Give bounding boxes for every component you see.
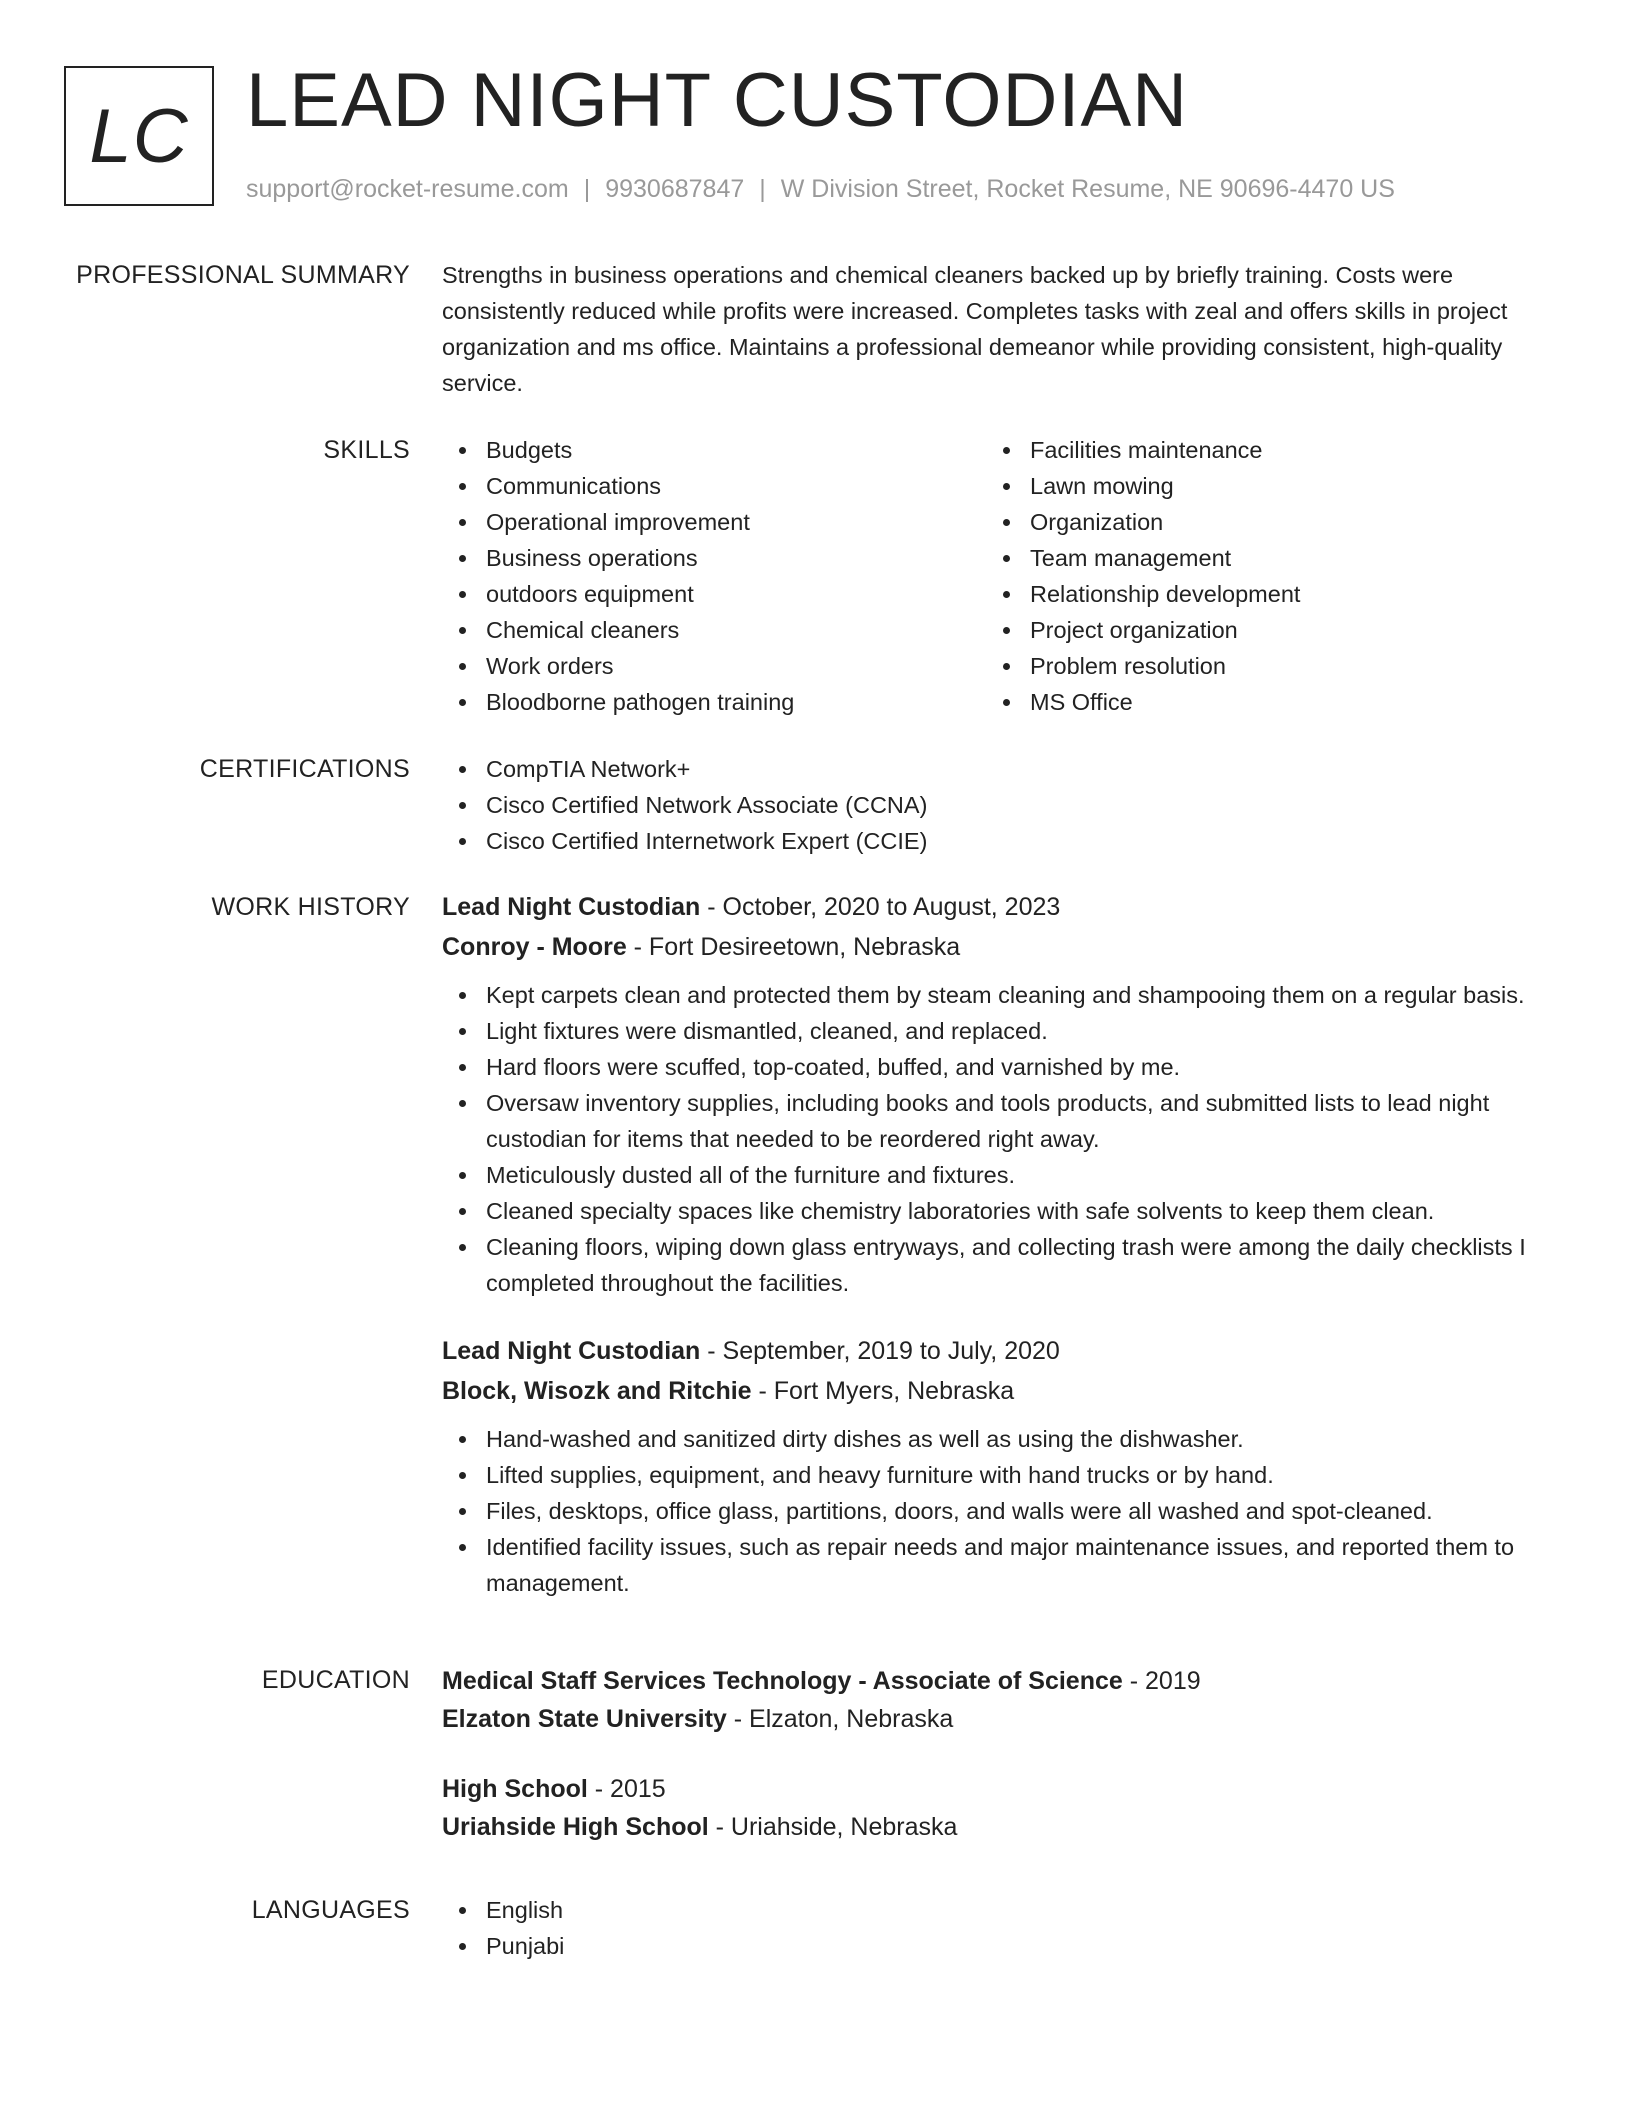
education-entry	[442, 1770, 1542, 1846]
contact-phone: 9930687847	[605, 175, 745, 203]
education-degree: High School	[442, 1775, 588, 1803]
contact-address: W Division Street, Rocket Resume, NE 90696-4470 US	[780, 175, 1395, 203]
job-duty-item: Cleaning floors, wiping down glass entryways, and collecting trash were among the daily checklists I completed throughout the facilities.	[442, 1229, 1542, 1301]
job-entry	[442, 1333, 1542, 1601]
section-label-work-history: WORK HISTORY	[211, 893, 410, 921]
skill-item: MS Office	[986, 684, 1530, 720]
section-label-summary: PROFESSIONAL SUMMARY	[76, 261, 410, 289]
job-duty-item: Oversaw inventory supplies, including books and tools products, and submitted lists to lead night custodian for items that needed to be reordered right away.	[442, 1085, 1542, 1157]
skill-item: Operational improvement	[442, 504, 986, 540]
skill-item: Business operations	[442, 540, 986, 576]
job-title: Lead Night Custodian	[442, 893, 701, 921]
contact-email: support@rocket-resume.com	[246, 175, 569, 203]
education-degree-line	[442, 1662, 1542, 1700]
job-duties-list	[442, 1421, 1542, 1601]
language-item: English	[442, 1892, 1542, 1928]
job-title-line	[442, 1333, 1542, 1369]
skill-item: Bloodborne pathogen training	[442, 684, 986, 720]
job-company-line	[442, 929, 1542, 965]
section-label-skills: SKILLS	[323, 436, 410, 464]
job-duties-list	[442, 977, 1542, 1301]
contact-separator: |	[759, 175, 766, 203]
certification-item: Cisco Certified Internetwork Expert (CCIE)	[442, 823, 1542, 859]
contact-separator: |	[583, 175, 591, 203]
education-school-line	[442, 1700, 1542, 1738]
skill-item: Project organization	[986, 612, 1530, 648]
education-school: Elzaton State University	[442, 1705, 727, 1733]
skill-item: Problem resolution	[986, 648, 1530, 684]
section-label-certifications: CERTIFICATIONS	[199, 755, 410, 783]
languages-list	[442, 1892, 1542, 1964]
summary-body	[442, 257, 1542, 401]
job-dates: - October, 2020 to August, 2023	[700, 893, 1061, 921]
skill-item: Team management	[986, 540, 1530, 576]
skills-body	[442, 432, 1542, 720]
section-label-languages: LANGUAGES	[251, 1896, 410, 1924]
job-dates: - September, 2019 to July, 2020	[700, 1337, 1060, 1365]
job-duty-item: Hard floors were scuffed, top-coated, buffed, and varnished by me.	[442, 1049, 1542, 1085]
monogram-badge	[64, 66, 214, 206]
job-duty-item: Files, desktops, office glass, partitions, doors, and walls were all washed and spot-cleaned.	[442, 1493, 1542, 1529]
summary-text: Strengths in business operations and chemical cleaners backed up by briefly training. Costs were consistently reduced while profits were increased. Completes tasks with zeal and offers skills in project organization and ms office. Maintains a professional demeanor while providing consistent, high-quality service.	[442, 262, 1508, 396]
monogram-initials: LC	[89, 93, 189, 179]
education-location: - Elzaton, Nebraska	[726, 1705, 954, 1733]
language-item: Punjabi	[442, 1928, 1542, 1964]
skills-list-right	[986, 432, 1530, 720]
job-title: Lead Night Custodian	[442, 1337, 701, 1365]
contact-line	[246, 174, 1395, 204]
education-body	[442, 1662, 1542, 1846]
job-location: - Fort Myers, Nebraska	[751, 1377, 1015, 1405]
skill-item: Chemical cleaners	[442, 612, 986, 648]
section-label-education: EDUCATION	[261, 1666, 410, 1694]
skill-item: Lawn mowing	[986, 468, 1530, 504]
education-entry	[442, 1662, 1542, 1738]
education-school: Uriahside High School	[442, 1813, 709, 1841]
skill-item: Work orders	[442, 648, 986, 684]
education-year: - 2019	[1122, 1667, 1201, 1695]
job-duty-item: Hand-washed and sanitized dirty dishes as well as using the dishwasher.	[442, 1421, 1542, 1457]
certifications-body	[442, 751, 1542, 859]
job-entry	[442, 889, 1542, 1301]
languages-body	[442, 1892, 1542, 1964]
education-year: - 2015	[587, 1775, 666, 1803]
skills-list-left	[442, 432, 986, 720]
job-company-line	[442, 1373, 1542, 1409]
work-history-body	[442, 889, 1542, 1601]
skill-item: Communications	[442, 468, 986, 504]
certifications-list	[442, 751, 1542, 859]
education-degree: Medical Staff Services Technology - Associate of Science	[442, 1667, 1123, 1695]
skill-item: Budgets	[442, 432, 986, 468]
job-company: Conroy - Moore	[442, 933, 627, 961]
job-duty-item: Kept carpets clean and protected them by steam cleaning and shampooing them on a regular basis.	[442, 977, 1542, 1013]
education-degree-line	[442, 1770, 1542, 1808]
skill-item: Facilities maintenance	[986, 432, 1530, 468]
job-duty-item: Light fixtures were dismantled, cleaned, and replaced.	[442, 1013, 1542, 1049]
skill-item: Organization	[986, 504, 1530, 540]
resume-name: LEAD NIGHT CUSTODIAN	[246, 58, 1189, 143]
job-company: Block, Wisozk and Ritchie	[442, 1377, 752, 1405]
job-duty-item: Cleaned specialty spaces like chemistry laboratories with safe solvents to keep them clean.	[442, 1193, 1542, 1229]
job-duty-item: Identified facility issues, such as repair needs and major maintenance issues, and reported them to management.	[442, 1529, 1542, 1601]
certification-item: CompTIA Network+	[442, 751, 1542, 787]
skill-item: Relationship development	[986, 576, 1530, 612]
job-title-line	[442, 889, 1542, 925]
education-school-line	[442, 1808, 1542, 1846]
job-duty-item: Meticulously dusted all of the furniture and fixtures.	[442, 1157, 1542, 1193]
job-duty-item: Lifted supplies, equipment, and heavy furniture with hand trucks or by hand.	[442, 1457, 1542, 1493]
education-location: - Uriahside, Nebraska	[708, 1813, 958, 1841]
certification-item: Cisco Certified Network Associate (CCNA)	[442, 787, 1542, 823]
job-location: - Fort Desireetown, Nebraska	[626, 933, 961, 961]
skill-item: outdoors equipment	[442, 576, 986, 612]
